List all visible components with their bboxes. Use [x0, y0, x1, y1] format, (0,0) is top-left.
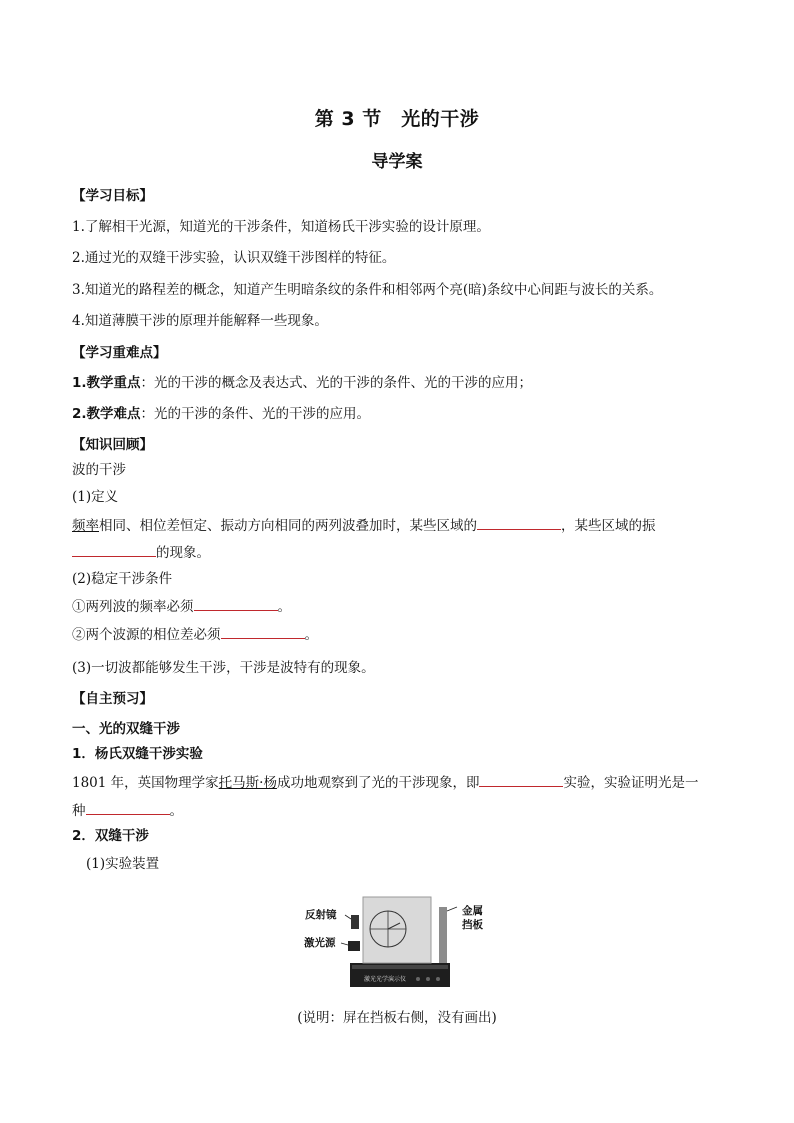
definition-end: 的现象。 [156, 545, 210, 561]
definition-label: (1)定义 [72, 489, 119, 505]
difficulty-text: ：光的干涉的条件、光的干涉的应用。 [140, 406, 371, 422]
interference-note: (3)一切波都能够发生干涉，干涉是波特有的现象。 [72, 660, 375, 676]
fill-blank[interactable] [72, 543, 156, 557]
young-text-2 [72, 801, 183, 820]
label-laser: 激光源 [304, 937, 336, 949]
fill-blank[interactable] [479, 773, 563, 787]
frequency-term: 频率 [72, 518, 99, 534]
young-text-end: 实验，实验证明光是一 [563, 775, 699, 791]
focus-label: 1.教学重点 [72, 375, 141, 391]
metal-plate [439, 907, 447, 963]
fill-blank[interactable] [86, 801, 170, 815]
condition-end: 。 [304, 627, 318, 643]
label-metal: 金属 [462, 905, 483, 917]
fill-blank[interactable] [194, 597, 278, 611]
focus-text: ：光的干涉的概念及表达式、光的干涉的条件、光的干涉的应用； [140, 375, 533, 391]
apparatus-label: (1)实验装置 [86, 856, 160, 872]
scientist-name: 托马斯·杨 [218, 775, 277, 791]
young-text-1 [72, 773, 698, 792]
subsection-title: 1．杨氏双缝干涉实验 [72, 746, 203, 762]
goal-item: 1.了解相干光源，知道光的干涉条件，知道杨氏干涉实验的设计原理。 [72, 219, 490, 235]
difficulty-line [72, 405, 370, 423]
key-points-header: 【学习重难点】 [72, 345, 167, 361]
definition-line-2 [72, 543, 210, 562]
mirror [351, 915, 359, 929]
young-text-end: 。 [169, 803, 183, 819]
definition-text: 相同、相位差恒定、振动方向相同的两列波叠加时，某些区域的 [99, 518, 477, 534]
apparatus-figure [300, 893, 500, 989]
fill-blank[interactable] [477, 516, 561, 530]
page-subtitle: 导学案 [371, 152, 423, 172]
goal-item: 3.知道光的路程差的概念，知道产生明暗条纹的条件和相邻两个亮(暗)条纹中心间距与波长的关系。 [72, 282, 663, 298]
definition-text-cont: ，某些区域的振 [561, 518, 656, 534]
section-title: 一、光的双缝干涉 [72, 721, 180, 737]
focus-line [72, 374, 532, 392]
young-text-cont: 成功地观察到了光的干涉现象，即 [276, 775, 480, 791]
display-panel [363, 897, 431, 963]
young-text: 种 [72, 803, 86, 819]
difficulty-label: 2.教学难点 [72, 406, 141, 422]
preview-header: 【自主预习】 [72, 691, 153, 707]
definition-line-1 [72, 516, 656, 535]
figure-caption: (说明：屏在挡板右侧，没有画出) [297, 1010, 497, 1026]
goal-item: 4.知道薄膜干涉的原理并能解释一些现象。 [72, 313, 328, 329]
page-title: 第 3 节 光的干涉 [314, 108, 480, 130]
condition-2 [72, 625, 318, 644]
device-label: 激光光学演示仪 [364, 976, 407, 983]
conditions-label: (2)稳定干涉条件 [72, 571, 173, 587]
young-text: 1801 年，英国物理学家 [72, 775, 219, 791]
condition-1 [72, 597, 291, 616]
laser-source [348, 941, 360, 951]
fill-blank[interactable] [221, 625, 305, 639]
subsection-title: 2．双缝干涉 [72, 828, 149, 844]
condition-text: ①两列波的频率必须 [72, 599, 194, 615]
label-plate: 挡板 [462, 919, 483, 931]
goal-item: 2.通过光的双缝干涉实验，认识双缝干涉图样的特征。 [72, 250, 396, 266]
goals-header: 【学习目标】 [72, 188, 153, 204]
review-header: 【知识回顾】 [72, 437, 153, 453]
condition-end: 。 [277, 599, 291, 615]
label-mirror: 反射镜 [305, 909, 337, 921]
condition-text: ②两个波源的相位差必须 [72, 627, 221, 643]
review-topic: 波的干涉 [72, 462, 126, 478]
